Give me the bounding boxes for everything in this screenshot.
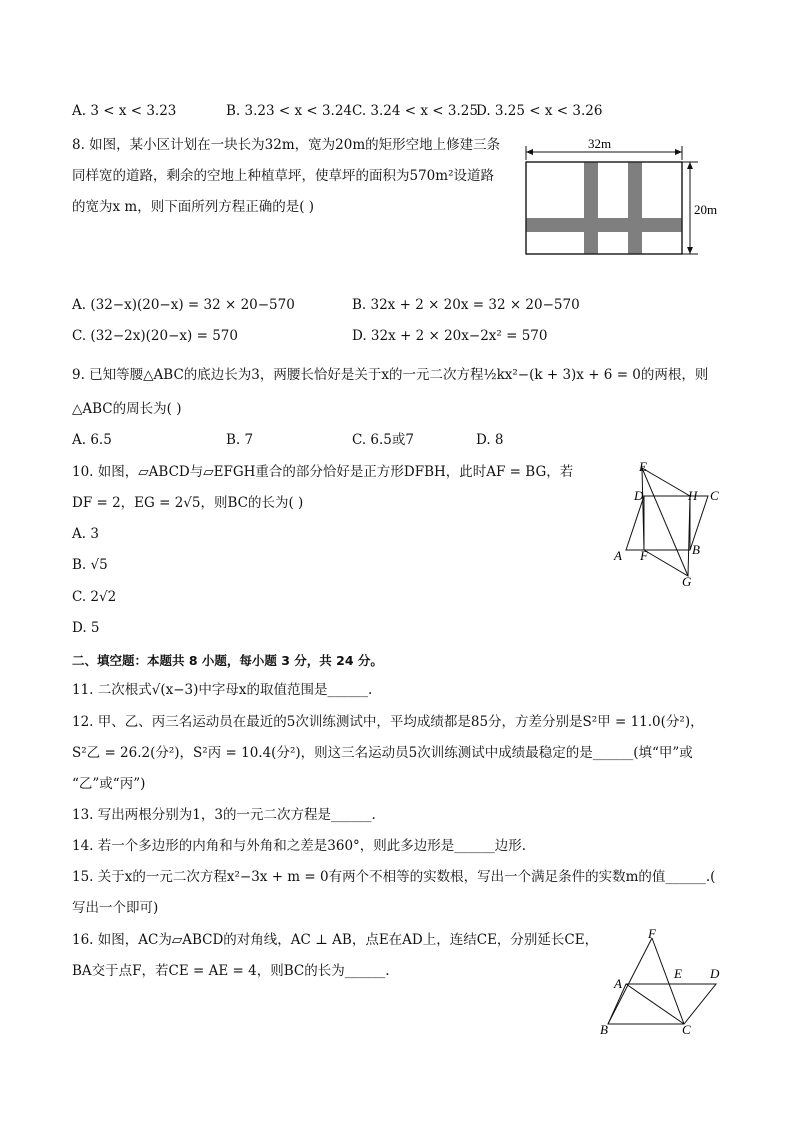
q7-option-c: C. 3.24 < x < 3.25: [352, 103, 478, 119]
q16-label-c: C: [682, 1022, 691, 1037]
q10-line-1: 10. 如图，▱ABCD与▱EFGH重合的部分恰好是正方形DFBH，此时AF = BG，若: [72, 464, 574, 480]
q9-line-1: 9. 已知等腰△ABC的底边长为3，两腰长恰好是关于x的一元二次方程½kx²−(k + 3)x + 6 = 0的两根，则: [72, 367, 709, 383]
q16-label-a: A: [614, 976, 622, 991]
q9-option-a: A. 6.5: [72, 432, 112, 448]
q10-option-b: B. √5: [72, 557, 108, 573]
q12-line-3: “乙”或“丙”): [72, 776, 146, 792]
q8-road-figure: [520, 132, 730, 262]
q9-option-b: B. 7: [226, 432, 254, 448]
q8-option-a: A. (32−x)(20−x) = 32 × 20−570: [72, 297, 295, 313]
q8-line-2: 同样宽的道路，剩余的空地上种植草坪，使草坪的面积为570m²设道路: [72, 168, 494, 184]
q7-option-a: A. 3 < x < 3.23: [72, 103, 177, 119]
q15-line-1: 15. 关于x的一元二次方程x²−3x + m = 0有两个不相等的实数根，写出一个满足条件的实数m的值______.(: [72, 869, 716, 885]
q7-option-d: D. 3.25 < x < 3.26: [476, 103, 603, 119]
q10-option-d: D. 5: [72, 620, 100, 636]
q16-label-b: B: [600, 1022, 608, 1037]
q15-line-2: 写出一个即可): [72, 900, 159, 916]
q9-option-c: C. 6.5或7: [352, 432, 414, 448]
q10-parallelogram-figure: [608, 458, 728, 590]
q8-line-3: 的宽为x m，则下面所列方程正确的是( ): [72, 199, 315, 215]
q13-text: 13. 写出两根分别为1，3的一元二次方程是______.: [72, 807, 376, 823]
q10-option-c: C. 2√2: [72, 589, 117, 605]
q10-option-a: A. 3: [72, 526, 99, 542]
q10-label-b: B: [692, 542, 700, 557]
q16-line-2: BA交于点F，若CE = AE = 4，则BC的长为______.: [72, 963, 390, 979]
q12-line-2: S²乙 = 26.2(分²)，S²丙 = 10.4(分²)，则这三名运动员5次训练测试中成绩最稳定的是______(填“甲”或: [72, 745, 693, 761]
q10-label-d: D: [634, 488, 644, 503]
q9-line-2: △ABC的周长为( ): [72, 401, 182, 417]
q10-line-2: DF = 2，EG = 2√5，则BC的长为( ): [72, 495, 304, 511]
q8-line-1: 8. 如图，某小区计划在一块长为32m，宽为20m的矩形空地上修建三条: [72, 137, 501, 153]
q14-text: 14. 若一个多边形的内角和与外角和之差是360°，则此多边形是______边形.: [72, 838, 527, 854]
q10-label-f: F: [640, 548, 648, 563]
q10-label-c: C: [710, 488, 719, 503]
q10-label-g: G: [682, 574, 692, 589]
q10-label-e: E: [639, 459, 647, 474]
q8-width-label: 32m: [588, 136, 612, 151]
q8-option-c: C. (32−2x)(20−x) = 570: [72, 328, 238, 344]
q9-option-d: D. 8: [476, 432, 504, 448]
section-2-title: 二、填空题：本题共 8 小题，每小题 3 分，共 24 分。: [72, 653, 383, 668]
q10-label-h: H: [688, 488, 698, 503]
q8-height-label: 20m: [694, 202, 718, 217]
q16-label-e: E: [674, 966, 682, 981]
q16-label-f: F: [648, 926, 656, 941]
q11-text: 11. 二次根式√(x−3)中字母x的取值范围是______.: [72, 682, 373, 698]
q16-parallelogram-figure: [594, 926, 734, 1038]
q8-option-d: D. 32x + 2 × 20x−2x² = 570: [352, 328, 548, 344]
q7-option-b: B. 3.23 < x < 3.24: [226, 103, 353, 119]
q16-label-d: D: [710, 966, 720, 981]
q8-option-b: B. 32x + 2 × 20x = 32 × 20−570: [352, 297, 580, 313]
q10-label-a: A: [614, 548, 622, 563]
q16-line-1: 16. 如图，AC为▱ABCD的对角线，AC ⊥ AB，点E在AD上，连结CE，分别延长CE，: [72, 932, 599, 948]
q12-line-1: 12. 甲、乙、丙三名运动员在最近的5次训练测试中，平均成绩都是85分，方差分别是S²甲 = 11.0(分²)，: [72, 714, 704, 730]
